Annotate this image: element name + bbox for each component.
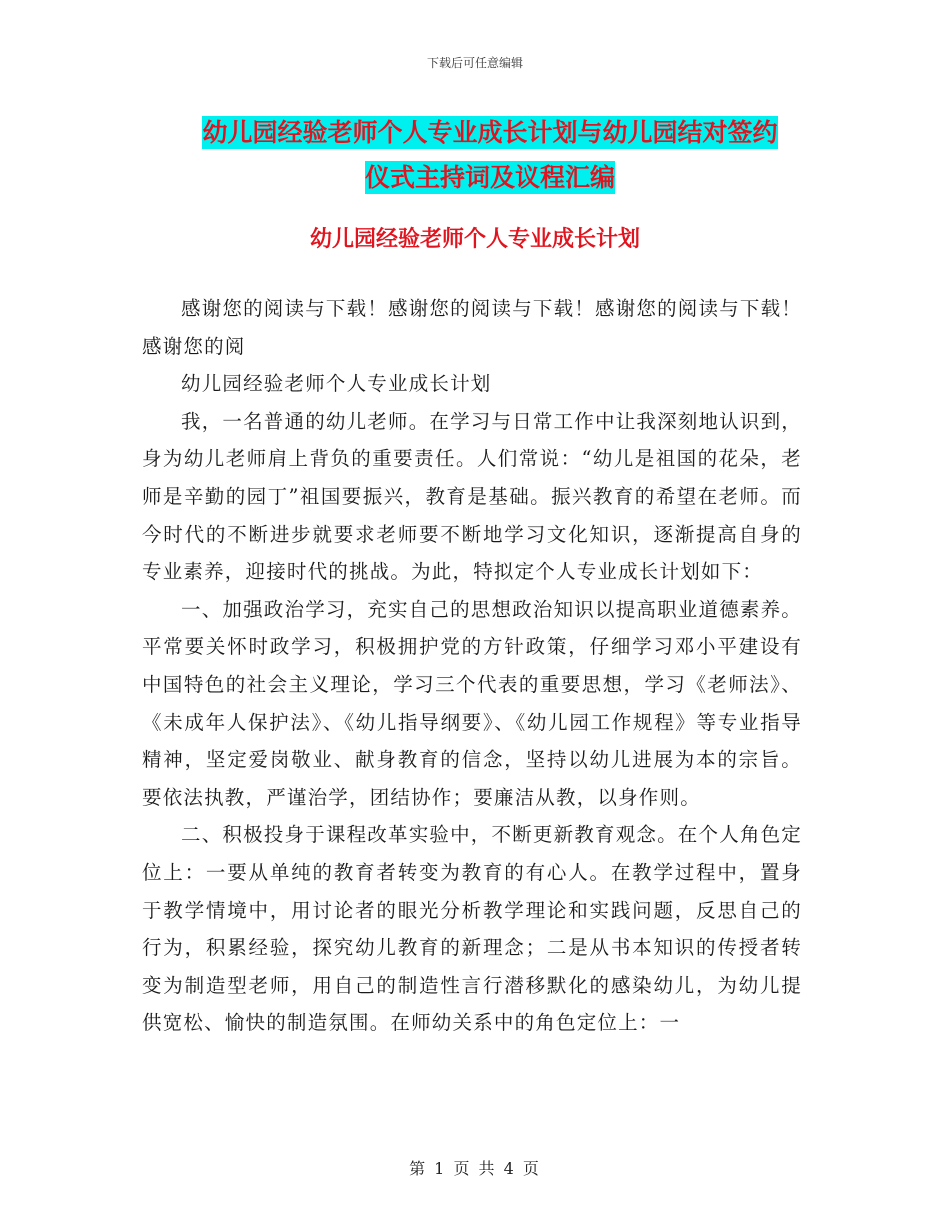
section-title: 幼儿园经验老师个人专业成长计划 <box>309 227 640 252</box>
document-title <box>140 110 840 200</box>
paragraph: 一、加强政治学习，充实自己的思想政治知识以提高职业道德素养。平常要关怀时政学习，积极拥护党的方针政策，仔细学习邓小平建设有中国特色的社会主义理论，学习三个代表的重要思想，学习《老师法》、《未成年人保护法》、《幼儿指导纲要》、《幼儿园工作规程》等专业指导精神，坚定爱岗敬业、献身教育的信念，坚持以幼儿进展为本的宗旨。要依法执教，严谨治学，团结协作；要廉洁从教，以身作则。 <box>142 597 803 809</box>
paragraph: 感谢您的阅读与下载！感谢您的阅读与下载！感谢您的阅读与下载！感谢您的阅 <box>142 297 803 358</box>
document-title-line-1: 幼儿园经验老师个人专业成长计划与幼儿园结对签约 <box>202 118 778 147</box>
paragraph: 幼儿园经验老师个人专业成长计划 <box>181 372 492 396</box>
page-footer: 第 1 页 共 4 页 <box>409 1159 541 1178</box>
page-header: 下载后可任意编辑 <box>426 56 523 70</box>
paragraph: 二、积极投身于课程改革实验中，不断更新教育观念。在个人角色定位上：一要从单纯的教育者转变为教育的有心人。在教学过程中，置身于教学情境中，用讨论者的眼光分析教学理论和实践问题，反思自己的行为，积累经验，探究幼儿教育的新理念；二是从书本知识的传授者转变为制造型老师，用自己的制造性言行潜移默化的感染幼儿，为幼儿提供宽松、愉快的制造氛围。在师幼关系中的角色定位上：一 <box>142 823 803 1035</box>
body-text <box>142 290 802 1042</box>
paragraph: 我，一名普通的幼儿老师。在学习与日常工作中让我深刻地认识到，身为幼儿老师肩上背负的重要责任。人们常说：“幼儿是祖国的花朵，老师是辛勤的园丁”祖国要振兴，教育是基础。振兴教育的希望在老师。而今时代的不断进步就要求老师要不断地学习文化知识，逐渐提高自身的专业素养，迎接时代的挑战。为此，特拟定个人专业成长计划如下： <box>142 409 803 584</box>
document-title-line-2: 仪式主持词及议程汇编 <box>364 163 615 192</box>
